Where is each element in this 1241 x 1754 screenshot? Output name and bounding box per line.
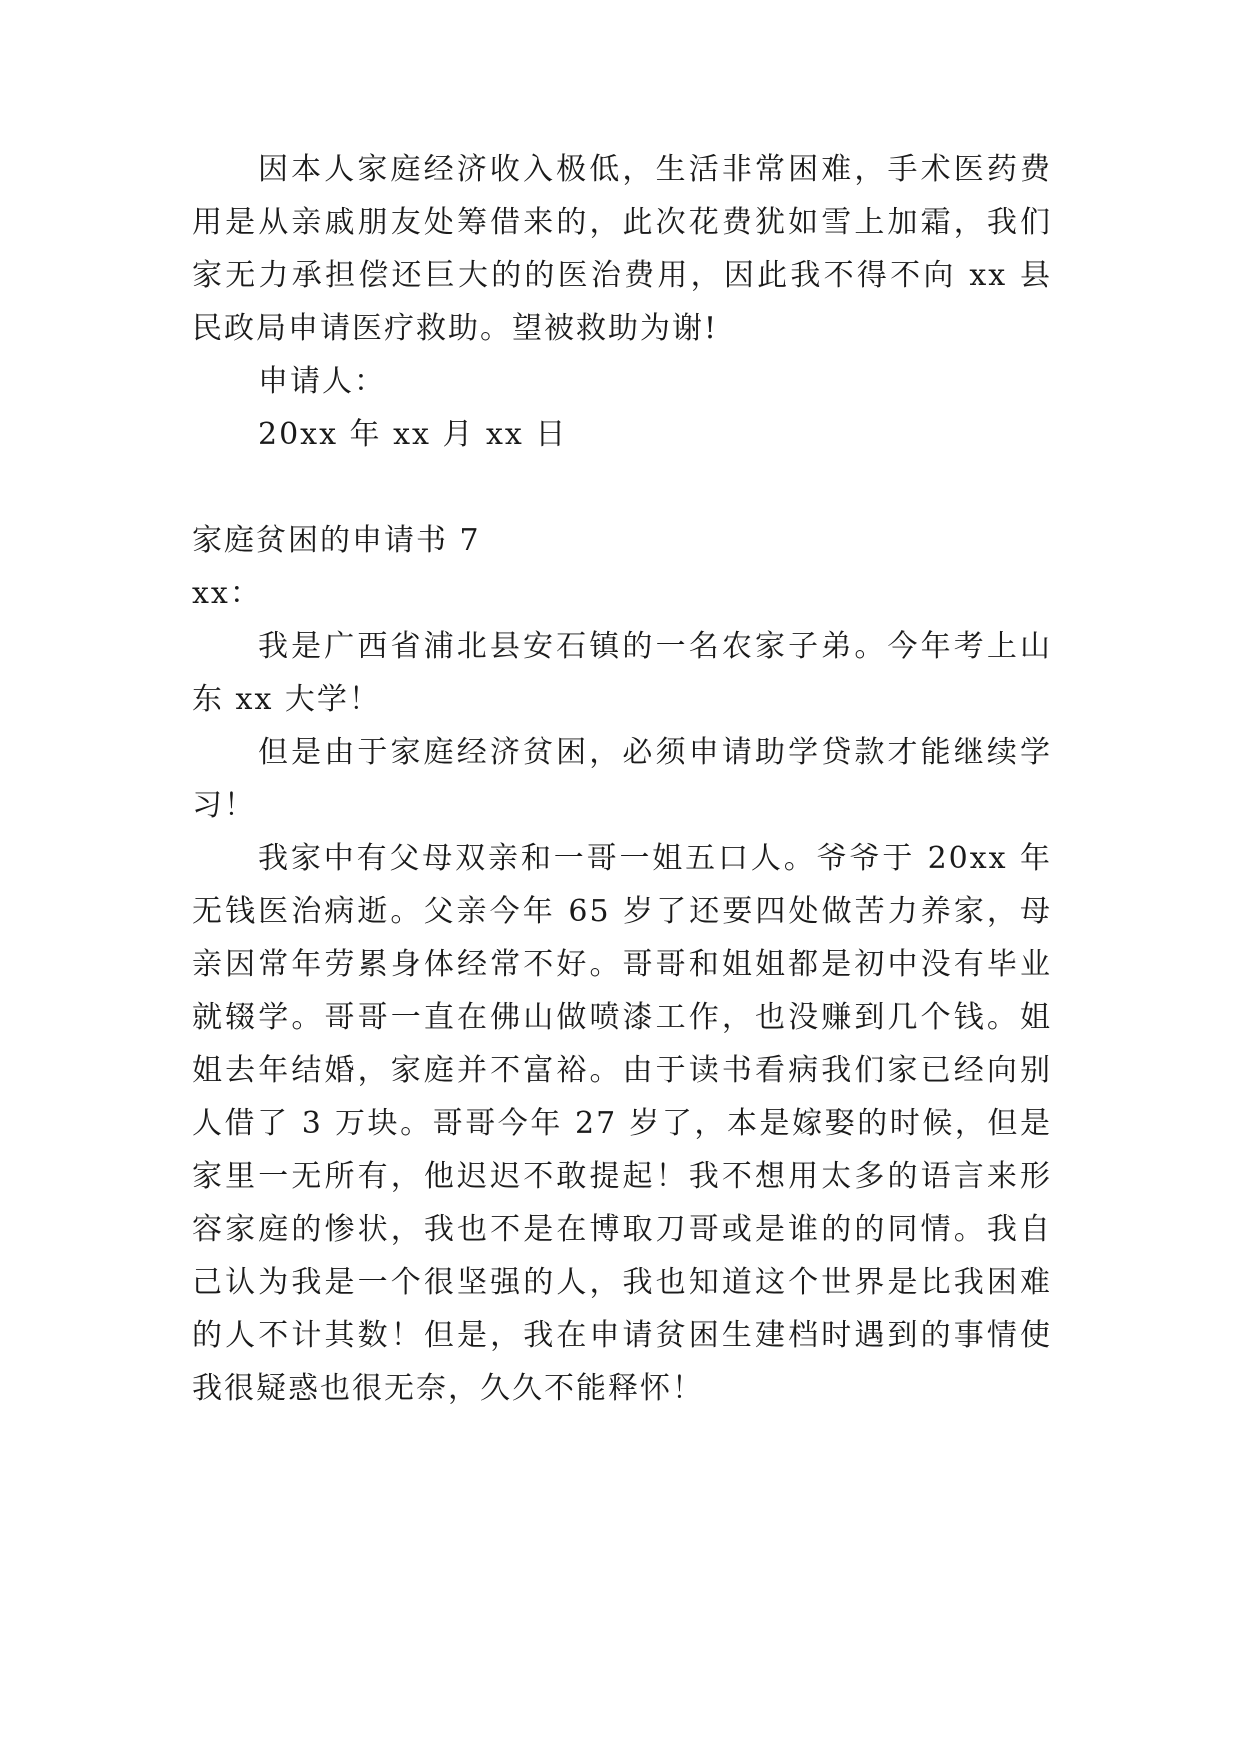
- s2-p3-line-1: 我家中有父母双亲和一哥一姐五口人。爷爷于 20xx 年: [258, 841, 1052, 876]
- s2-p3-line-11: 我很疑惑也很无奈，久久不能释怀！: [192, 1371, 704, 1406]
- s1-p1-line-4: 民政局申请医疗救助。望被救助为谢!: [192, 311, 719, 346]
- s2-p1-line-1: 我是广西省浦北县安石镇的一名农家子弟。今年考上山: [258, 629, 1052, 664]
- s2-p3-line-8: 容家庭的惨状，我也不是在博取刀哥或是谁的的同情。我自: [192, 1212, 1052, 1247]
- s1-p1-line-3: 家无力承担偿还巨大的的医治费用，因此我不得不向 xx 县: [192, 258, 1052, 293]
- s2-p2-line-1: 但是由于家庭经济贫困，必须申请助学贷款才能继续学: [258, 735, 1052, 770]
- s2-p3-line-6: 人借了 3 万块。哥哥今年 27 岁了，本是嫁娶的时候，但是: [192, 1106, 1052, 1141]
- s2-p3-line-2: 无钱医治病逝。父亲今年 65 岁了还要四处做苦力养家，母: [192, 894, 1052, 929]
- s2-p3-line-9: 己认为我是一个很坚强的人，我也知道这个世界是比我困难: [192, 1265, 1052, 1300]
- s2-p2-line-2: 习！: [192, 788, 256, 823]
- s2-p3-line-10: 的人不计其数！但是，我在申请贫困生建档时遇到的事情使: [192, 1318, 1052, 1353]
- s2-p3-line-5: 姐去年结婚，家庭并不富裕。由于读书看病我们家已经向别: [192, 1053, 1052, 1088]
- salutation: xx：: [192, 576, 262, 611]
- date-line: 20xx 年 xx 月 xx 日: [258, 417, 568, 452]
- s2-p3-line-7: 家里一无所有，他迟迟不敢提起！我不想用太多的语言来形: [192, 1159, 1052, 1194]
- applicant-label: 申请人：: [258, 364, 386, 399]
- s1-p1-line-1: 因本人家庭经济收入极低，生活非常困难，手术医药费: [258, 152, 1052, 187]
- s2-p1-line-2: 东 xx 大学！: [192, 682, 381, 717]
- s2-p3-line-4: 就辍学。哥哥一直在佛山做喷漆工作，也没赚到几个钱。姐: [192, 1000, 1052, 1035]
- section-title: 家庭贫困的申请书 7: [192, 523, 481, 558]
- s1-p1-line-2: 用是从亲戚朋友处筹借来的，此次花费犹如雪上加霜，我们: [192, 205, 1052, 240]
- s2-p3-line-3: 亲因常年劳累身体经常不好。哥哥和姐姐都是初中没有毕业: [192, 947, 1052, 982]
